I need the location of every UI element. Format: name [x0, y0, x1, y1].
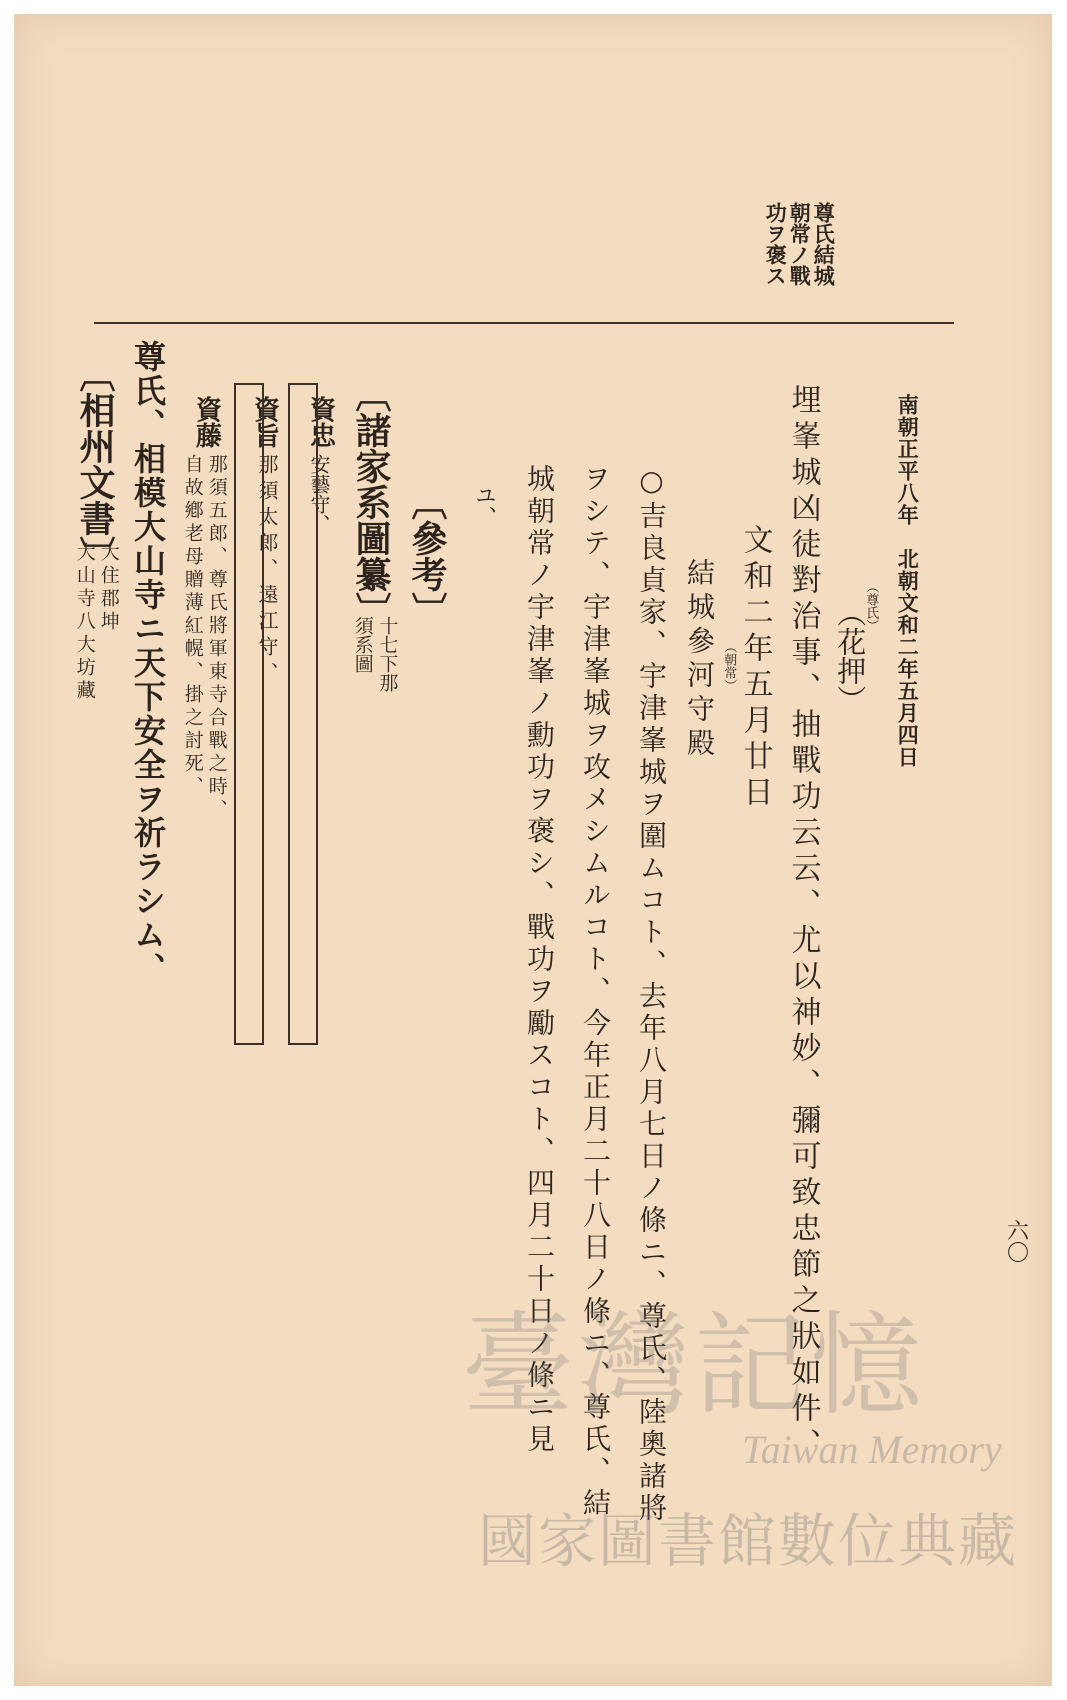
document-body: 埋峯城凶徒對治事、抽戰功云云、尤以神妙、彌可致忠節之狀如件、 — [785, 384, 821, 1464]
explanation-line: ヲシテ、宇津峯城ヲ攻メシムルコト、今年正月二十八日ノ條ニ、尊氏、結 — [579, 464, 612, 1520]
margin-note-line: 朝常ノ戰 — [787, 202, 813, 286]
genealogy-name-shichu: 資忠 — [305, 396, 336, 448]
margin-note-line: 尊氏結城 — [811, 202, 837, 286]
genealogy-note-shitou: 自故鄕老母贈薄紅幌、掛之討死、 — [181, 454, 204, 799]
margin-note-line: 功ヲ褒ス — [763, 202, 789, 286]
signature-annotation: （尊氏） — [863, 580, 879, 632]
source2-subtitle: 大山寺八大坊藏 — [73, 542, 96, 703]
watermark-english: Taiwan Memory — [742, 1427, 1002, 1472]
genealogy-bracket-2 — [234, 383, 264, 1045]
genealogy-name-shitou: 資藤 — [191, 396, 222, 448]
watermark-library: 國家圖書館數位典藏 — [478, 1507, 1019, 1575]
genealogy-name-shishi: 資旨 — [249, 396, 280, 448]
addressee: 結城參河守殿 — [683, 558, 716, 762]
genealogy-note-shichu: 安藝守、 — [307, 454, 331, 534]
source2-subtitle: 大住郡坤 — [97, 542, 120, 634]
addressee-annotation: （朝常） — [721, 640, 737, 692]
document-date: 文和二年五月廿日 — [737, 524, 773, 812]
running-head: 南朝正平八年 北朝文和二年五月四日 — [895, 394, 921, 768]
document-page — [14, 14, 1052, 1686]
signature: （花押） — [833, 598, 868, 714]
watermark-logo: 臺灣記憶 — [462, 1301, 926, 1431]
source1-title: 〔諸家系圖纂〕 — [350, 376, 392, 628]
genealogy-note-shitou: 那須五郎、尊氏將軍東寺合戰之時、 — [205, 454, 228, 822]
reference-main-text: 尊氏、相模大山寺ニ天下安全ヲ祈ラシム、 — [129, 340, 167, 986]
reference-heading: 〔參考〕 — [406, 484, 448, 628]
explanation-line: ユ、 — [471, 484, 497, 528]
header-rule — [94, 322, 954, 324]
source1-subtitle: 十七下那須系圖 — [351, 616, 399, 692]
explanation-line: 城朝常ノ宇津峯ノ勳功ヲ褒シ、戰功ヲ勵スコト、四月二十日ノ條ニ見 — [523, 464, 556, 1456]
source2-title: 〔相州文書〕 — [74, 356, 116, 572]
page-number: 六〇 — [1003, 1219, 1029, 1263]
explanation-line: ○吉良貞家、宇津峯城ヲ圍ムコト、去年八月七日ノ條ニ、尊氏、陸奧諸將 — [635, 464, 668, 1525]
genealogy-note-shishi: 那須太郎、遠江守、 — [255, 454, 279, 688]
genealogy-bracket-1 — [288, 383, 318, 1045]
